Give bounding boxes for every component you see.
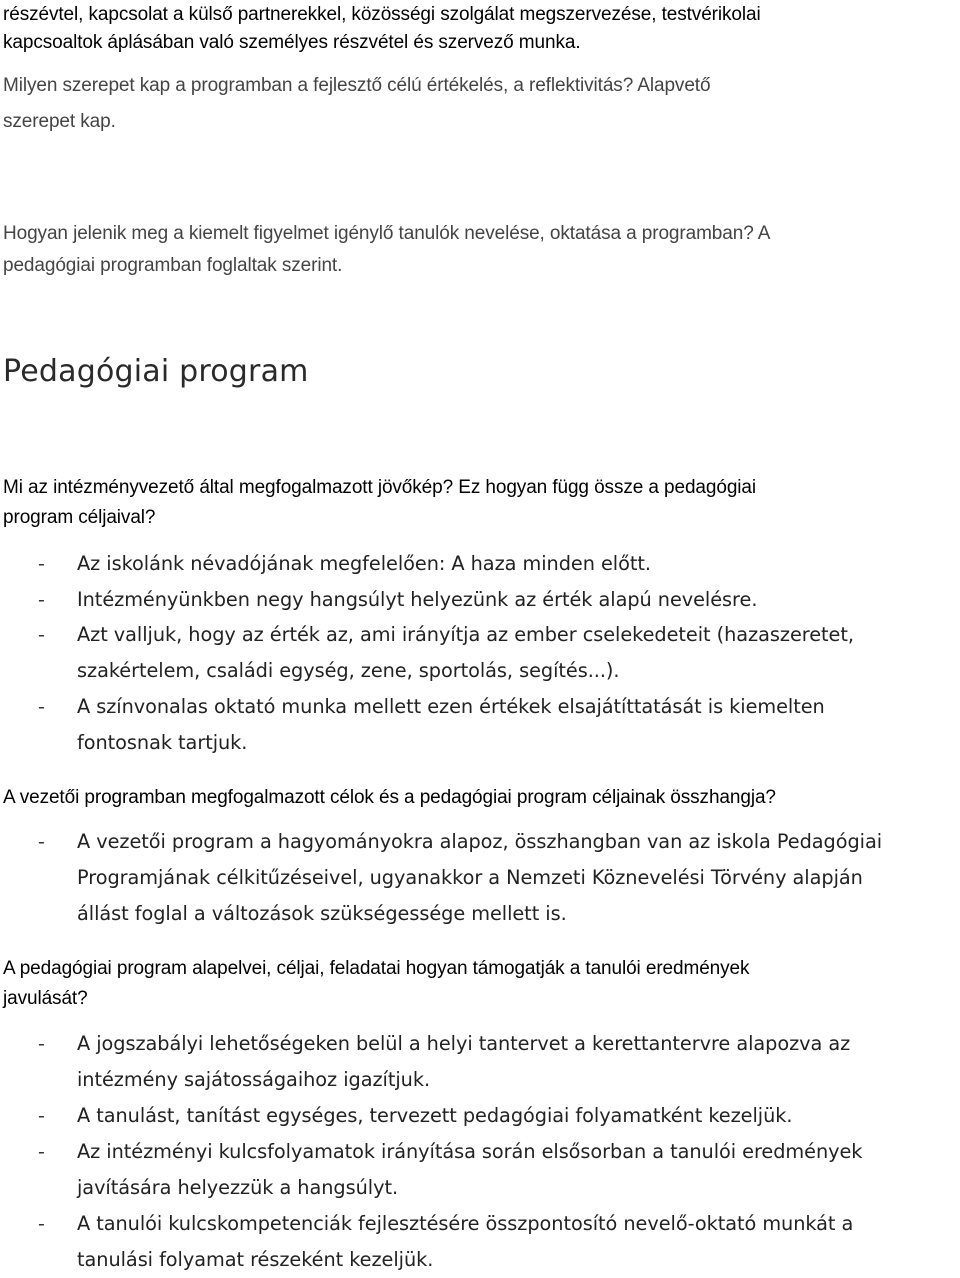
list-item-text: javítására helyezzük a hangsúlyt. [77, 1176, 399, 1199]
list-dash: - [38, 624, 45, 646]
question-1-line-2: program céljaival? [3, 507, 156, 528]
list-dash: - [38, 1105, 45, 1127]
list-item-text: Programjának célkitűzéseivel, ugyanakkor a Nemzeti Köznevelési Törvény alapján [77, 866, 863, 889]
list-item-text: Az intézményi kulcsfolyamatok irányítása során elsősorban a tanulói eredmények [77, 1140, 863, 1163]
list-item-text: A vezetői program a hagyományokra alapoz, összhangban van az iskola Pedagógiai [77, 830, 883, 853]
list-item-text: tanulási folyamat részeként kezeljük. [77, 1248, 434, 1271]
list-item-text: szakértelem, családi egység, zene, sportolás, segítés...). [77, 659, 620, 682]
list-dash: - [38, 1141, 45, 1163]
list-dash: - [38, 553, 45, 575]
reflection-line-2: szerepet kap. [3, 111, 116, 132]
question-1-line-1: Mi az intézményvezető által megfogalmazott jövőkép? Ez hogyan függ össze a pedagógiai [3, 477, 757, 498]
question-3-line-2: javulását? [3, 988, 88, 1009]
list-item-text: állást foglal a változások szükségessége mellett is. [77, 902, 567, 925]
list-item-text: intézmény sajátosságaihoz igazítjuk. [77, 1068, 431, 1091]
special-needs-line-1: Hogyan jelenik meg a kiemelt figyelmet igénylő tanulók nevelése, oktatása a programban? A [3, 223, 771, 244]
question-2-line-1: A vezetői programban megfogalmazott célok és a pedagógiai program céljainak összhangja? [3, 787, 776, 808]
list-dash: - [38, 1213, 45, 1235]
list-item-text: fontosnak tartjuk. [77, 731, 248, 754]
intro-line-2: kapcsoaltok áplásában való személyes részvétel és szervező munka. [3, 32, 581, 53]
list-dash: - [38, 1033, 45, 1055]
list-item-text: Azt valljuk, hogy az érték az, ami irányítja az ember cselekedeteit (hazaszeretet, [77, 623, 854, 646]
list-dash: - [38, 831, 45, 853]
reflection-line-1: Milyen szerepet kap a programban a fejlesztő célú értékelés, a reflektivitás? Alapvető [3, 75, 711, 96]
list-item-text: A jogszabályi lehetőségeken belül a helyi tantervet a kerettantervre alapozva az [77, 1032, 851, 1055]
list-item-text: A tanulói kulcskompetenciák fejlesztésére összpontosító nevelő-oktató munkát a [77, 1212, 854, 1235]
list-item-text: Intézményünkben negy hangsúlyt helyezünk az érték alapú nevelésre. [77, 588, 758, 611]
section-title: Pedagógiai program [3, 354, 309, 389]
question-3-line-1: A pedagógiai program alapelvei, céljai, feladatai hogyan támogatják a tanulói eredmények [3, 958, 750, 979]
list-dash: - [38, 696, 45, 718]
intro-line-1: részévtel, kapcsolat a külső partnerekkel, közösségi szolgálat megszervezése, testvérikolai [3, 4, 761, 25]
special-needs-line-2: pedagógiai programban foglaltak szerint. [3, 255, 343, 276]
list-item-text: Az iskolánk névadójának megfelelően: A haza minden előtt. [77, 552, 651, 575]
list-item-text: A tanulást, tanítást egységes, tervezett pedagógiai folyamatként kezeljük. [77, 1104, 793, 1127]
list-dash: - [38, 589, 45, 611]
list-item-text: A színvonalas oktató munka mellett ezen értékek elsajátíttatását is kiemelten [77, 695, 825, 718]
